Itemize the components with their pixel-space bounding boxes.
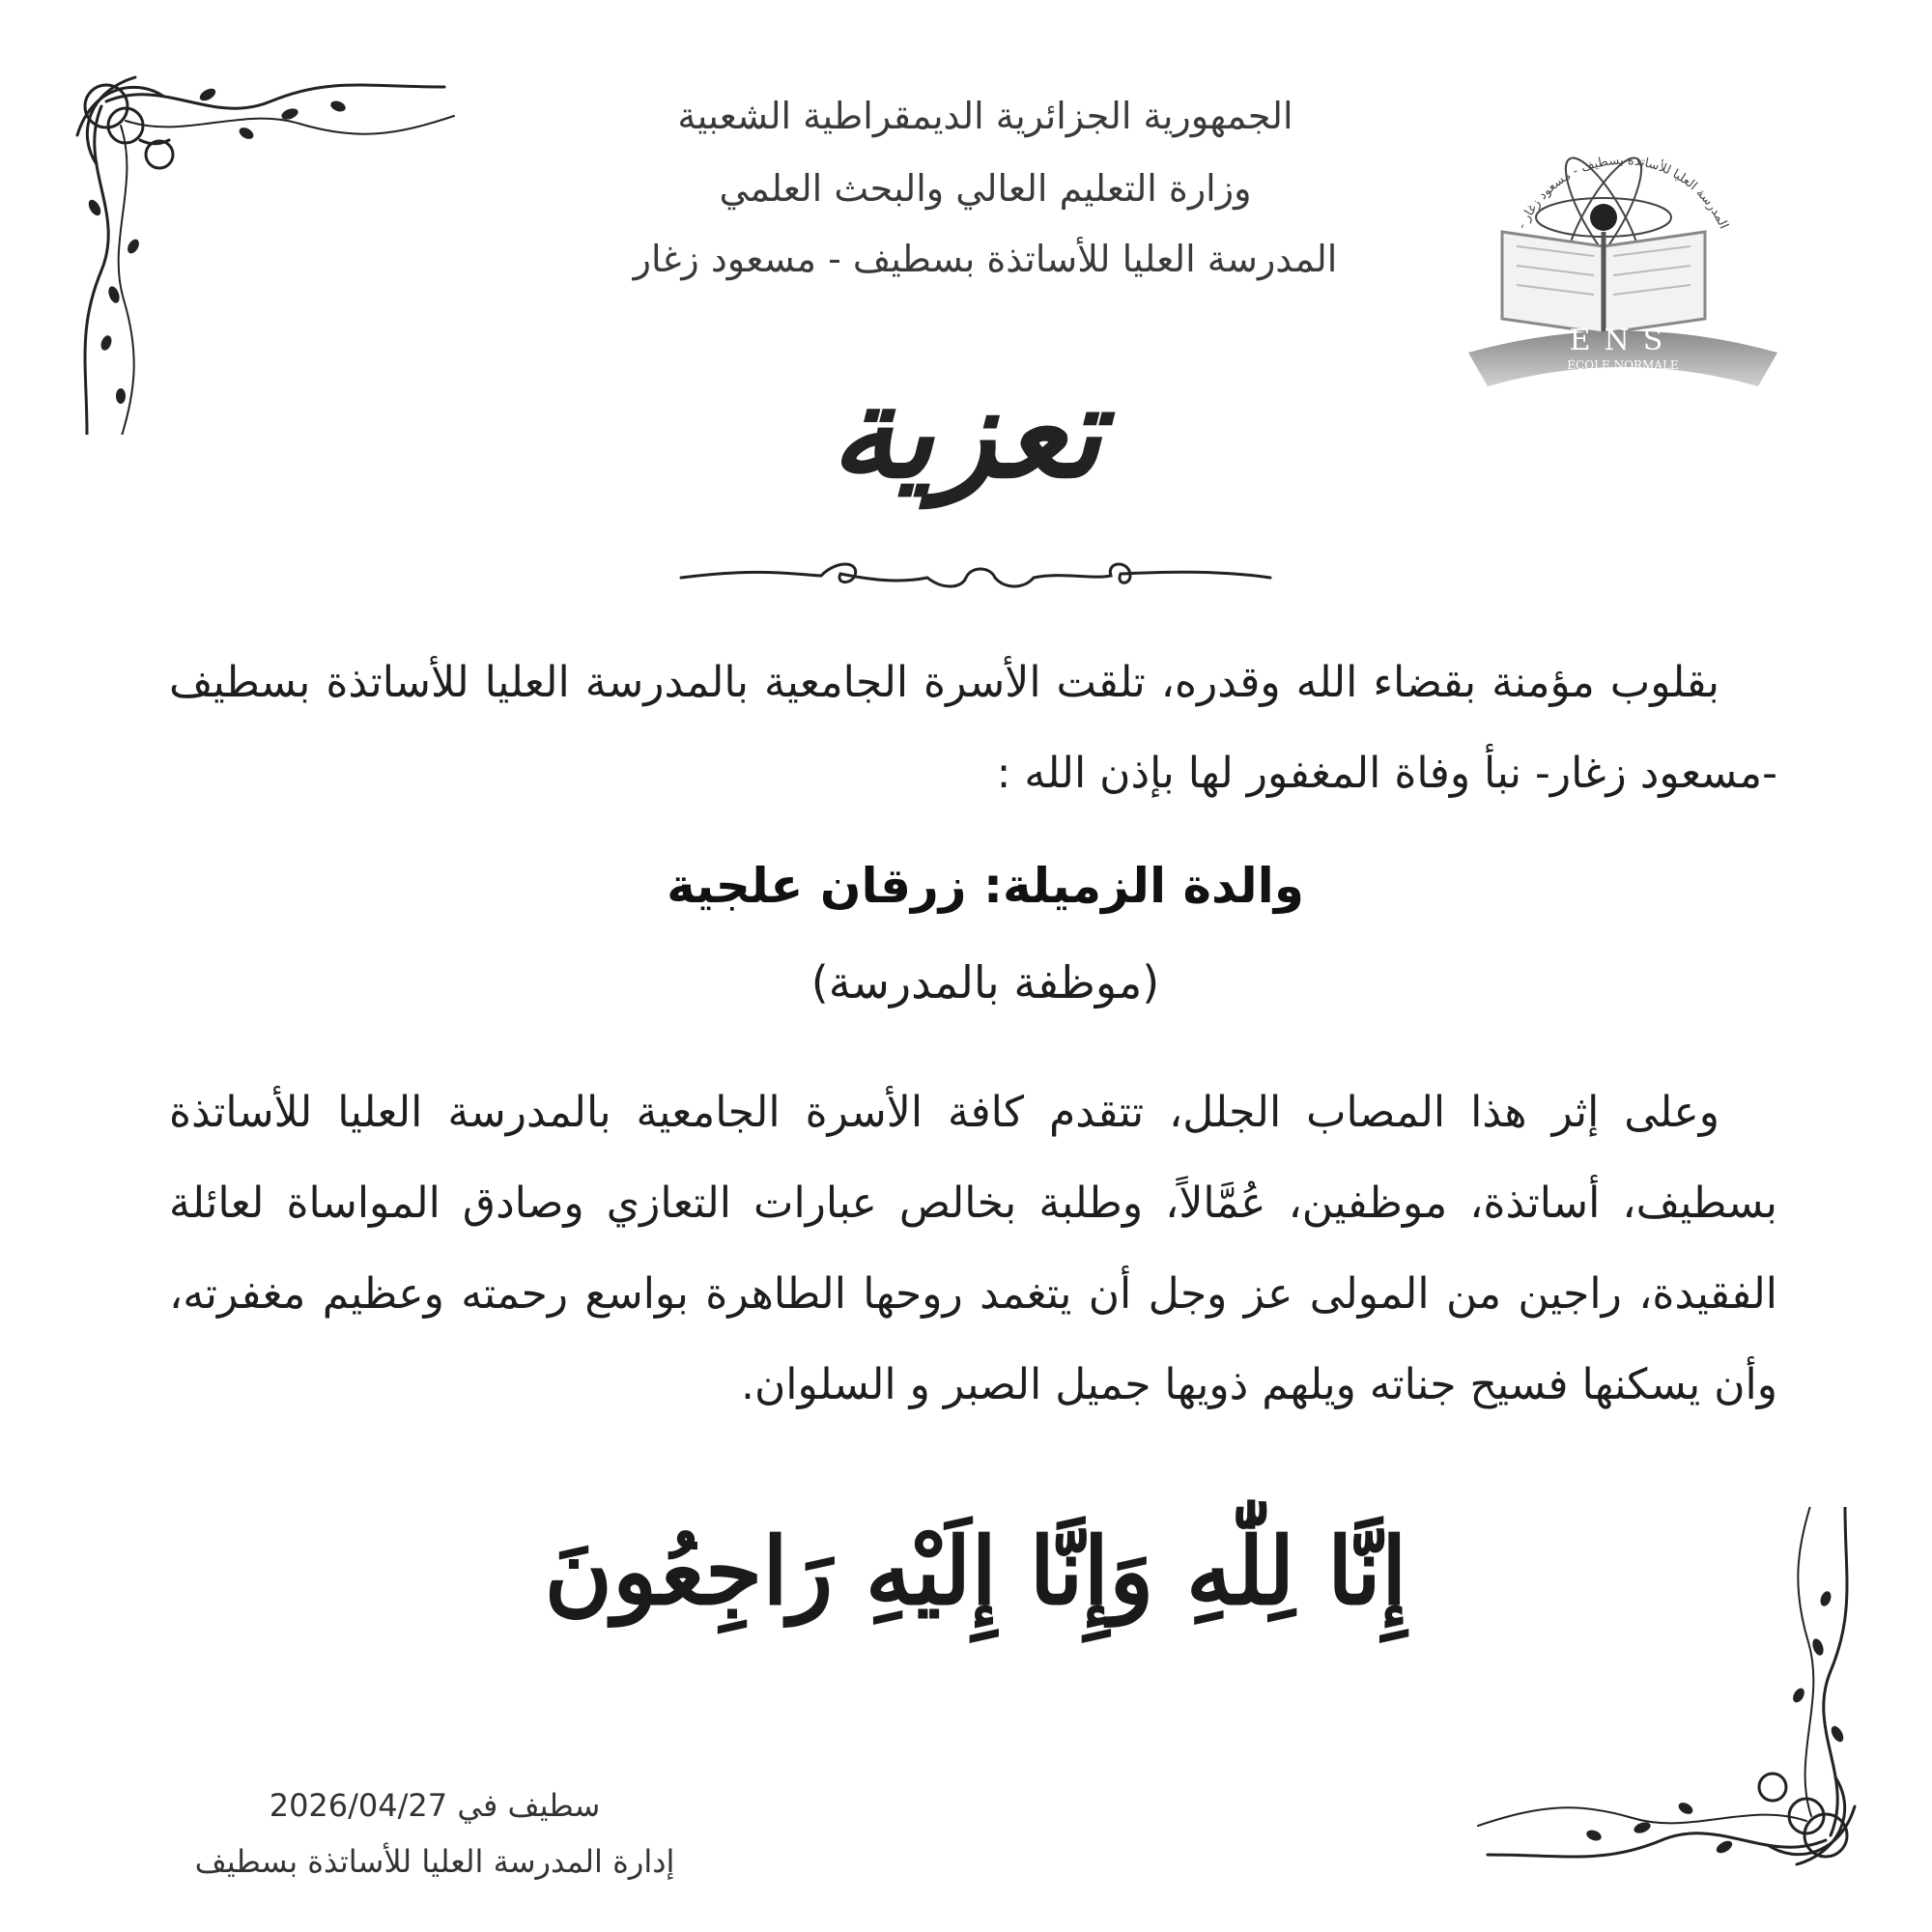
page-title: تعزية <box>830 357 1102 507</box>
logo-line-2: SUPÉRIEURE - SETIF <box>1574 374 1672 384</box>
corner-ornament-top-left <box>48 48 464 435</box>
corner-ornament-bottom-right <box>1468 1507 1884 1893</box>
footer-date: سطيف في 2026/04/27 <box>269 1787 601 1824</box>
header-ministry: وزارة التعليم العالي والبحث العلمي <box>719 167 1252 210</box>
footer-signature: إدارة المدرسة العليا للأساتذة بسطيف <box>194 1843 675 1880</box>
employee-note: (موظفة بالمدرسة) <box>810 956 1160 1009</box>
intro-paragraph <box>169 638 1777 819</box>
intro-paragraph-text: بقلوب مؤمنة بقضاء الله وقدره، تلقت الأسرة الجامعية بالمدرسة العليا للأساتذة بسطيف -مسعود زغار- نبأ وفاة المغفور لها بإذن الله : <box>169 658 1777 798</box>
quran-verse: إِنَّا لِلّٰهِ وَإِنَّا إِلَيْهِ رَاجِعُونَ <box>544 1517 1407 1626</box>
header-republic: الجمهورية الجزائرية الديمقراطية الشعبية <box>677 95 1293 137</box>
condolence-paragraph-text: وعلى إثر هذا المصاب الجلل، تتقدم كافة الأسرة الجامعية بالمدرسة العليا للأساتذة بسطيف، أساتذة، موظفين، عُمَّالاً، وطلبة بخالص عبارات التعازي وصادق المواساة لعائلة الفقيدة، راجين من المولى عز وجل أن يتغمد روحها الطاهرة بواسع رحمته وعظيم مغفرته، وأن يسكنها فسيح جناته ويلهم ذويها جميل الصبر و السلوان. <box>169 1088 1777 1409</box>
school-logo <box>1459 126 1787 415</box>
deceased-name: والدة الزميلة: زرقان علجية <box>667 858 1304 914</box>
logo-arc-text: المدرسة العليا للأساتذة بسطيف - مسعود زغار - <box>1515 153 1731 232</box>
title-divider-ornament <box>676 551 1275 599</box>
condolence-paragraph <box>169 1067 1777 1431</box>
logo-acronym: ENS <box>1569 324 1677 357</box>
header-school: المدرسة العليا للأساتذة بسطيف - مسعود زغار <box>633 238 1338 280</box>
logo-line-1: ÉCOLE NORMALE <box>1567 358 1679 372</box>
